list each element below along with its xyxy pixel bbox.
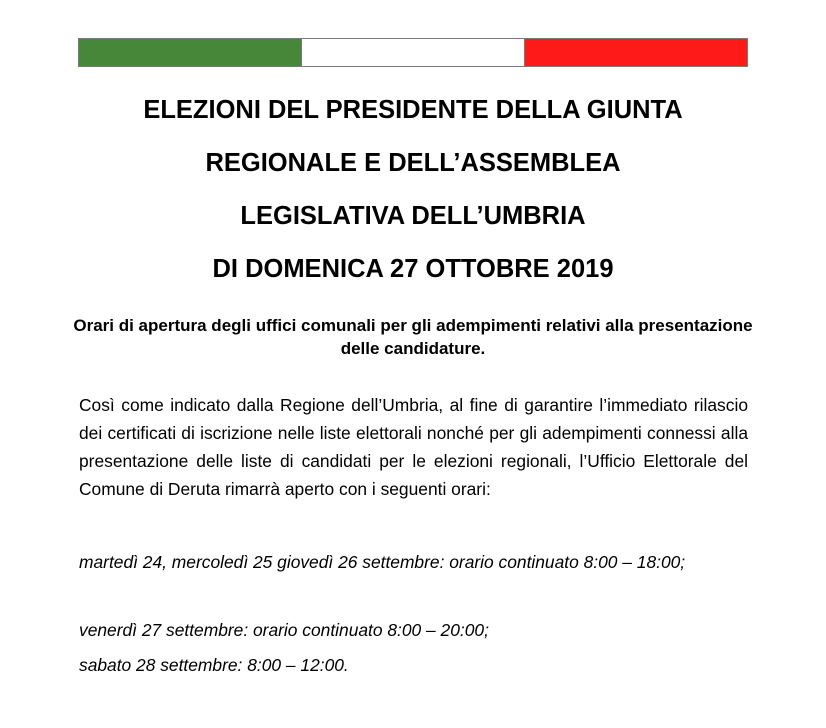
document-subtitle: Orari di apertura degli uffici comunali per gli adempimenti relativi alla presentazione delle candidature.	[73, 316, 753, 358]
schedule-item-1: martedì 24, mercoledì 25 giovedì 26 settembre: orario continuato 8:00 – 18:00;	[79, 552, 686, 572]
title-line-1: ELEZIONI DEL PRESIDENTE DELLA GIUNTA	[143, 96, 683, 124]
flag-red-band	[525, 38, 748, 67]
flag-white-band	[302, 38, 525, 67]
schedule-item-3: sabato 28 settembre: 8:00 – 12:00.	[79, 655, 349, 675]
title-line-3: LEGISLATIVA DELL’UMBRIA	[240, 202, 586, 230]
schedule-item-2: venerdì 27 settembre: orario continuato 8:00 – 20:00;	[79, 620, 489, 640]
flag-green-band	[78, 38, 302, 67]
italian-flag-banner	[78, 38, 748, 67]
document-title	[40, 84, 786, 296]
title-line-4: DI DOMENICA 27 OTTOBRE 2019	[212, 255, 614, 283]
body-paragraph: Così come indicato dalla Regione dell’Umbria, al fine di garantire l’immediato rilascio dei certificati di iscrizione nelle liste elettorali nonché per gli adempimenti connessi alla presentazione delle liste di candidati per le elezioni regionali, l’Ufficio Elettorale del Comune di Deruta rimarrà aperto con i seguenti orari:	[79, 395, 748, 499]
title-line-2: REGIONALE E DELL’ASSEMBLEA	[205, 149, 621, 177]
